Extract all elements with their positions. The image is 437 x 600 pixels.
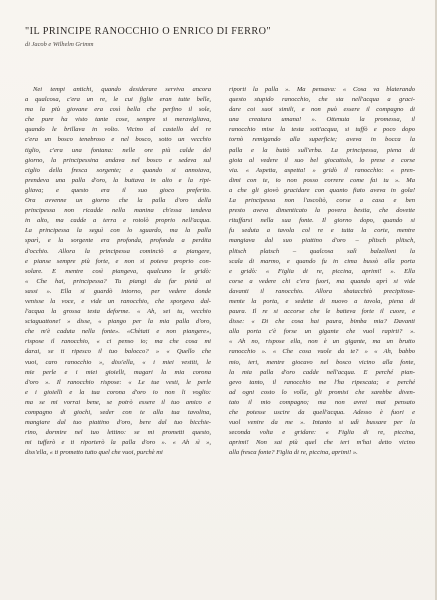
text-line: palla e la buttò sull'erba. La principessa, piena di [229,146,415,154]
text-line: La principessa non l'ascoltò, corse a casa e ben [229,197,415,205]
text-line: ma la più giovane era così bella che perfino il sole, [25,106,211,114]
text-line: seconda volta e gridare: « Figlia di re, piccina, [229,429,415,437]
text-line: e i gioielli e la tua corona d'oro io non li voglio: [25,388,211,396]
text-line: rituffarsi nella sua fonte. Il giorno dopo, quando si [229,217,415,225]
text-line: Nei tempi antichi, quando desiderare serviva ancora [33,86,211,93]
text-line: plitsch platsch – qualcosa salì balzelloni la [229,247,415,255]
text-line: questo stupido ranocchio, che sta nell'acqua a graci- [229,96,415,104]
text-line: compagno di giochi, seder con te alla tua tavolina, [25,409,211,416]
text-line: riporti la palla ». Ma pensava: « Cosa va blaterando [229,86,415,93]
text-line: ma se mi vorrai bene, se potrò essere il tuo amico e [25,398,211,406]
text-line: ranocchio mise la testa sott'acqua, si tuffò e poco dopo [229,126,415,134]
text-line: corse a vedere chi c'era fuori, ma quando aprì si vide [229,277,415,285]
text-line: ranocchio ». « Che cosa vuole da te? » « Ah, babbo [229,348,415,356]
page-title: "IL PRINCIPE RANOCCHIO O ENRICO DI FERRO" [25,26,271,37]
text-line: c'era un bosco tenebroso e nel bosco, sotto un vecchio [25,136,211,144]
text-line: vuoi, caro ranocchio », diss'ella, « i miei vestiti, le [25,358,211,366]
text-line: disse: « Di che cosa hai paura, bimba mia? Davanti [229,318,415,326]
text-line: gevo tanto, il ranocchio me l'ha ripescata; e perché [229,378,415,386]
text-line: che m'è caduta nella fonte». «Chètati e non piangere», [25,328,211,336]
text-line: La principessa la seguì con lo sguardo, ma la palla [25,227,211,235]
text-line: davanti il ranocchio. Allora sbatacchiò precipitosa- [229,287,415,295]
text-line: alla porta c'è forse un gigante che vuol rapirti? ». [229,328,415,336]
text-line: una creatura umana! ». Ottenuta la promessa, il [229,116,415,124]
text-line: presto aveva dimenticato la povera bestia, che dovette [229,207,415,215]
text-line: mie perle e i miei gioielli, magari la mia corona [25,368,211,376]
text-line: la mia palla d'oro cadde nell'acqua. E perché pian- [229,368,415,376]
text-line: gioia al vedere il suo bel giocattolo, lo prese e corse [229,156,415,164]
text-line: « Che hai, principessa? Tu piangi da far pietà ai [25,277,211,285]
text-line: mi tufferò e ti riporterò la palla d'oro ». « Ah sì », [25,439,211,447]
text-line: tato il mio compagno; ma non avrei mai pensato [229,398,415,406]
text-line: diss'ella, « ti prometto tutto quel che vuoi, purchè mi [25,449,163,457]
text-line: a qualcosa, c'era un re, le cui figlie eran tutte belle, [25,96,211,104]
text-line: rispose il ranocchio, « ci penso io; ma che cosa mi [25,338,211,346]
text-line: via. « Aspetta, aspetta! » gridò il ranocchio: « pren- [229,166,415,174]
text-line: l'acqua la grossa testa deforme. « Ah, sei tu, vecchio [25,308,211,316]
text-line: prendeva una palla d'oro, la buttava in alto e la ripi- [25,176,211,184]
text-line: tiglio, c'era una fontana: nelle ore più calde del [25,146,211,154]
text-line: rino, dormire nel tuo lettino: se mi prometti questo, [25,429,211,437]
text-line: vuol venire da me ». Intanto si udì bussare per la [229,419,415,427]
text-line: scala di marmo, e quando fu in cima bussò alla porta [229,257,415,265]
text-line: paura. Il re si accorse che le batteva forte il cuore, e [229,308,415,316]
text-column-left [25,85,211,458]
text-line: mente la porta, e sedette di nuovo a tavola, piena di [229,297,415,305]
text-line: mio, ieri, mentre giocavo nel bosco vicino alla fonte, [229,358,415,366]
text-line: « Ah no, rispose ella, non è un gigante, ma un brutto [229,338,415,346]
text-line: dare coi suoi simili, e non può essere il compagno di [229,106,415,114]
text-line: giorno, la principessina andava nel bosco e sedeva sul [25,156,211,164]
text-line: che potesse uscire da quell'acqua. Adesso è fuori e [229,409,415,416]
text-line: e pianse sempre più forte, e non si poteva proprio con- [25,257,211,265]
text-line: alla fresca fonte? Figlia di re, piccina, aprimi! ». [229,449,358,457]
text-line: solare. E mentre così piangeva, qualcuno le gridò: [25,267,211,275]
text-line: dimi con te, io non posso correre come fai tu ». Ma [229,176,415,184]
text-line: sciaguattone! » disse, « piango per la mia palla d'oro, [25,318,211,326]
text-line: tornò remigando alla superficie; aveva in bocca la [229,136,415,144]
text-line: a che gli giovò gracidare con quanto fiato aveva in gola! [229,186,415,194]
text-line: gliava; e questo era il suo gioco preferito. [25,186,211,194]
text-line: sparì, e la sorgente era profonda, profonda a perdita [25,237,211,245]
text-line: mangiare dal tuo piattino d'oro, bere dal tuo bicchie- [25,419,211,427]
text-line: mangiava dal suo piattino d'oro – plitsch plitsch, [229,237,415,245]
text-line: d'occhio. Allora la principessa cominciò a piangere, [25,247,211,255]
text-line: principessa non ricadde nella manina ch'essa tendeva [25,207,211,215]
text-line: venisse la voce, e vide un ranocchio, che sporgeva dal- [25,297,211,305]
text-line: d'oro ». Il ranocchio rispose: « Le tue vesti, le perle [25,378,211,386]
text-line: aprimi! Non sai più quel che ieri m'hai detto vicino [229,439,415,447]
text-line: quando le brillava in volto. Vicino al castello del re [25,126,211,134]
text-line: ciglio della fresca sorgente; e quando si annoiava, [25,166,211,174]
text-line: ad ogni costo lo volle, gli promisi che sarebbe diven- [229,388,415,396]
text-line: che pure ha visto tante cose, sempre si meravigliava, [25,116,211,124]
text-line: fu seduta a tavola col re e tutta la corte, mentre [229,227,415,235]
text-line: in alto, ma cadde a terra e rotolò proprio nell'acqua. [25,217,211,225]
text-column-right [229,85,415,458]
text-line: Ora avvenne un giorno che la palla d'oro della [25,197,211,205]
text-line: e gridò: « Figlia di re, piccina, aprimi! ». Ella [229,267,415,275]
text-line: sassi ». Ella si guardò intorno, per vedere donde [25,287,211,295]
text-line: darai, se ti ripesco il tuo balocco? » « Quello che [25,348,211,356]
author-byline: di Jacob e Wilhelm Grimm [25,41,94,48]
